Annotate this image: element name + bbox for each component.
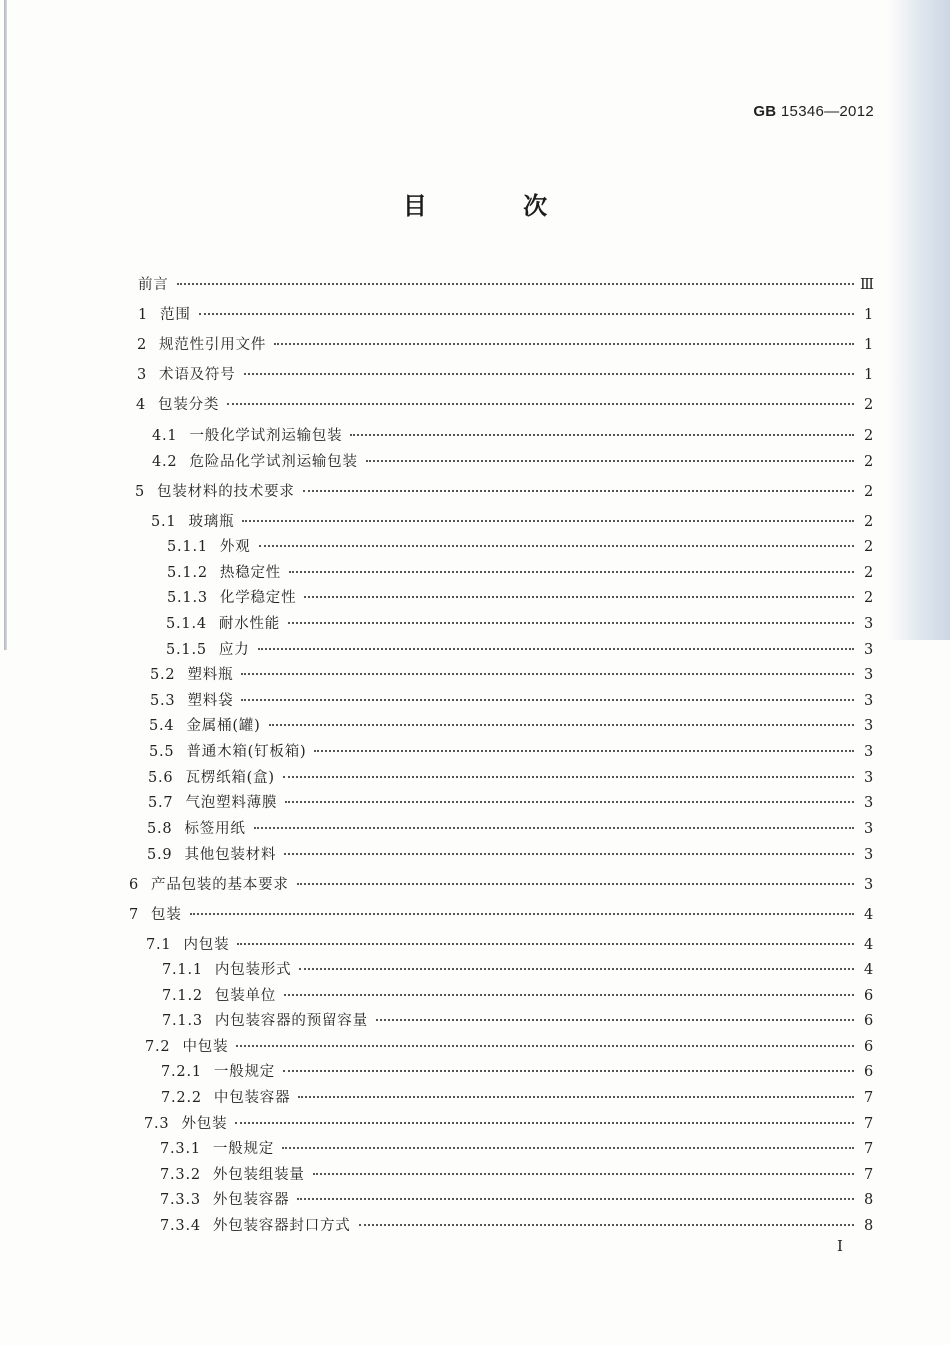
toc-leader-dots — [314, 750, 854, 752]
toc-leader-dots — [282, 1147, 854, 1149]
toc-entry-page: 7 — [863, 1116, 874, 1132]
toc-leader-dots — [269, 724, 854, 726]
toc-entry-label: 危险品化学试剂运输包装 — [189, 454, 358, 470]
toc-entry-label: 外包装容器封口方式 — [212, 1218, 351, 1234]
toc-entry-number: 4 — [136, 397, 147, 413]
toc-entry-number: 5.1.2 — [167, 565, 208, 581]
footer-page-number: I — [837, 1237, 843, 1255]
toc-entry-number: 5.5 — [149, 744, 175, 760]
toc-entry-page: 2 — [863, 565, 874, 581]
toc-entry-label: 中包装 — [182, 1039, 229, 1055]
toc-entry-page: 2 — [863, 590, 874, 606]
toc-leader-dots — [288, 622, 854, 624]
toc-entry-label: 应力 — [218, 642, 250, 658]
toc-leader-dots — [177, 283, 854, 285]
toc-entry-label: 塑料瓶 — [187, 667, 234, 683]
toc-entry-number: 5.1 — [151, 514, 177, 530]
toc-entry-number: 7.1 — [146, 937, 172, 953]
toc-entry[interactable] — [144, 1112, 874, 1134]
toc-entry[interactable] — [148, 766, 874, 788]
toc-leader-dots — [350, 434, 854, 436]
toc-entry-page: 3 — [863, 667, 874, 683]
toc-entry-number: 6 — [129, 877, 140, 893]
toc-leader-dots — [297, 1198, 854, 1200]
scan-edge-left — [4, 0, 7, 650]
toc-entry-page: 2 — [863, 514, 874, 530]
toc-entry[interactable] — [160, 1214, 874, 1236]
toc-entry[interactable] — [166, 612, 874, 634]
toc-entry[interactable] — [150, 689, 874, 711]
toc-entry-page: 4 — [863, 907, 874, 923]
toc-entry-number: 5.1.1 — [167, 539, 208, 555]
toc-entry-number: 4.2 — [152, 454, 178, 470]
toc-entry-number: 1 — [138, 307, 149, 323]
toc-leader-dots — [199, 313, 854, 315]
toc-leader-dots — [283, 776, 854, 778]
toc-entry[interactable] — [162, 1009, 874, 1031]
toc-leader-dots — [236, 1045, 854, 1047]
toc-entry-number: 5.6 — [148, 770, 174, 786]
toc-entry-label: 其他包装材料 — [184, 847, 277, 863]
toc-entry[interactable] — [149, 740, 874, 762]
toc-entry[interactable] — [167, 535, 874, 557]
toc-entry[interactable] — [160, 1163, 874, 1185]
toc-entry[interactable] — [138, 303, 874, 325]
toc-entry-page: 2 — [863, 539, 874, 555]
toc-entry[interactable] — [167, 561, 874, 583]
toc-leader-dots — [304, 596, 854, 598]
toc-entry-label: 热稳定性 — [219, 565, 282, 581]
toc-entry-label: 包装材料的技术要求 — [157, 484, 295, 500]
toc-entry[interactable] — [162, 984, 874, 1006]
scan-edge-right — [888, 0, 950, 640]
toc-entry[interactable] — [136, 393, 874, 415]
toc-entry-label: 范围 — [160, 307, 191, 323]
toc-entry-number: 7.1.3 — [162, 1013, 203, 1029]
toc-entry-label: 一般规定 — [213, 1064, 276, 1080]
toc-leader-dots — [284, 853, 854, 855]
toc-entry-page: 7 — [863, 1090, 874, 1106]
toc-entry[interactable] — [129, 903, 874, 925]
toc-entry-label: 塑料袋 — [187, 693, 234, 709]
toc-leader-dots — [244, 373, 854, 375]
toc-entry-label: 规范性引用文件 — [159, 337, 267, 353]
toc-entry-page: 8 — [863, 1192, 874, 1208]
toc-leader-dots — [285, 801, 854, 803]
toc-entry[interactable] — [167, 586, 874, 608]
toc-leader-dots — [227, 403, 854, 405]
toc-entry-page: 6 — [863, 1064, 874, 1080]
toc-entry-page: 2 — [863, 397, 874, 413]
toc-entry-page: 3 — [863, 616, 874, 632]
toc-entry-number: 7.1.1 — [162, 962, 203, 978]
toc-entry-label: 一般规定 — [212, 1141, 275, 1157]
toc-entry-number: 5.1.3 — [167, 590, 208, 606]
toc-entry-number: 7.3 — [144, 1116, 170, 1132]
toc-entry-number: 7.2.1 — [161, 1064, 202, 1080]
toc-entry-label: 普通木箱(钉板箱) — [186, 744, 307, 760]
toc-leader-dots — [241, 673, 854, 675]
toc-entry-page: 2 — [863, 484, 874, 500]
toc-leader-dots — [313, 1173, 854, 1175]
toc-entry-label: 玻璃瓶 — [188, 514, 235, 530]
toc-entry-number: 5.4 — [149, 718, 175, 734]
toc-entry-label: 包装单位 — [214, 988, 277, 1004]
toc-entry-number: 5 — [135, 484, 146, 500]
toc-entry-number: 7.3.4 — [160, 1218, 201, 1234]
toc-leader-dots — [299, 968, 854, 970]
toc-entry-number: 7.3.2 — [160, 1167, 201, 1183]
toc-entry-number: 5.1.5 — [166, 642, 207, 658]
toc-leader-dots — [376, 1019, 854, 1021]
toc-leader-dots — [241, 699, 854, 701]
toc-entry[interactable] — [145, 1035, 874, 1057]
toc-entry[interactable] — [146, 933, 874, 955]
toc-entry[interactable] — [149, 714, 874, 736]
toc-entry-page: 3 — [863, 744, 874, 760]
toc-entry-number: 5.8 — [147, 821, 173, 837]
toc-entry-label: 内包装 — [183, 937, 230, 953]
toc-entry[interactable] — [160, 1188, 874, 1210]
toc-entry[interactable] — [135, 480, 874, 502]
toc-entry-number: 7.2.2 — [161, 1090, 202, 1106]
toc-leader-dots — [297, 883, 854, 885]
toc-entry[interactable] — [162, 958, 874, 980]
toc-entry-page: 3 — [863, 718, 874, 734]
toc-entry-page: 1 — [863, 307, 874, 323]
toc-entry-label: 外包装 — [181, 1116, 228, 1132]
toc-entry-number: 5.9 — [147, 847, 173, 863]
toc-entry-label: 外包装组装量 — [212, 1167, 305, 1183]
toc-entry-page: 6 — [863, 1039, 874, 1055]
toc-leader-dots — [284, 994, 854, 996]
toc-entry-number: 7.3.3 — [160, 1192, 201, 1208]
toc-entry-number: 4.1 — [152, 428, 178, 444]
toc-entry[interactable] — [129, 873, 874, 895]
toc-entry-label: 包装 — [151, 907, 182, 923]
toc-leader-dots — [366, 460, 854, 462]
toc-entry[interactable] — [150, 663, 874, 685]
toc-entry-page: 8 — [863, 1218, 874, 1234]
toc-entry-number: 5.3 — [150, 693, 176, 709]
toc-entry-page: 3 — [863, 770, 874, 786]
toc-leader-dots — [259, 545, 854, 547]
toc-entry-label: 前言 — [138, 277, 169, 293]
toc-entry[interactable] — [148, 791, 874, 813]
doc-prefix: GB — [753, 103, 777, 120]
toc-entry[interactable] — [161, 1086, 874, 1108]
toc-entry[interactable] — [152, 424, 874, 446]
toc-entry-label: 术语及符号 — [159, 367, 236, 383]
toc-entry-page: 1 — [863, 337, 874, 353]
toc-entry-label: 外观 — [219, 539, 251, 555]
toc-entry-label: 外包装容器 — [212, 1192, 290, 1208]
toc-entry-label: 产品包装的基本要求 — [151, 877, 289, 893]
toc-leader-dots — [258, 648, 854, 650]
toc-entry-number: 2 — [137, 337, 148, 353]
toc-leader-dots — [190, 913, 854, 915]
toc-entry[interactable] — [166, 638, 874, 660]
toc-entry-label: 金属桶(罐) — [186, 718, 261, 734]
toc-entry-label: 化学稳定性 — [219, 590, 297, 606]
document-code — [753, 103, 874, 120]
page-title: 目 次 — [402, 191, 592, 220]
doc-number: 15346—2012 — [780, 103, 874, 120]
toc-entry-number: 7.3.1 — [160, 1141, 201, 1157]
toc-entry-label: 内包装容器的预留容量 — [214, 1013, 368, 1029]
toc-entry-page: 6 — [863, 988, 874, 1004]
toc-entry[interactable] — [138, 273, 874, 295]
toc-entry-page: 3 — [863, 795, 874, 811]
toc-entry[interactable] — [161, 1060, 874, 1082]
toc-entry-page: 2 — [863, 454, 874, 470]
toc-entry-page: 3 — [863, 693, 874, 709]
toc-leader-dots — [303, 490, 854, 492]
toc-leader-dots — [283, 1070, 854, 1072]
toc-entry-page: 7 — [863, 1141, 874, 1157]
toc-entry-number: 3 — [137, 367, 148, 383]
toc-entry[interactable] — [151, 510, 874, 532]
toc-entry-page: 2 — [863, 428, 874, 444]
toc-entry-page: 3 — [863, 642, 874, 658]
toc-entry-page: 6 — [863, 1013, 874, 1029]
toc-entry-number: 5.7 — [148, 795, 174, 811]
toc-leader-dots — [254, 827, 854, 829]
toc-entry-page: 4 — [863, 962, 874, 978]
toc-entry-number: 5.2 — [150, 667, 176, 683]
toc-entry-label: 中包装容器 — [213, 1090, 291, 1106]
toc-entry-page: 4 — [863, 937, 874, 953]
toc-entry-label: 内包装形式 — [214, 962, 292, 978]
toc-entry-page: 3 — [863, 821, 874, 837]
toc-entry-page: Ⅲ — [860, 277, 875, 293]
toc-entry-page: 1 — [863, 367, 874, 383]
toc-entry-label: 标签用纸 — [184, 821, 246, 837]
toc-entry-label: 气泡塑料薄膜 — [185, 795, 278, 811]
toc-entry[interactable] — [137, 363, 874, 385]
toc-entry[interactable] — [147, 843, 874, 865]
toc-entry-number: 7.1.2 — [162, 988, 203, 1004]
toc-entry-label: 耐水性能 — [218, 616, 281, 632]
toc-leader-dots — [298, 1096, 854, 1098]
toc-leader-dots — [237, 943, 854, 945]
toc-leader-dots — [242, 520, 854, 522]
toc-leader-dots — [274, 343, 854, 345]
toc-entry-page: 7 — [863, 1167, 874, 1183]
toc-leader-dots — [235, 1122, 854, 1124]
toc-entry[interactable] — [147, 817, 874, 839]
toc-leader-dots — [289, 571, 854, 573]
toc-entry-page: 3 — [863, 847, 874, 863]
toc-leader-dots — [359, 1224, 854, 1226]
toc-entry-label: 瓦楞纸箱(盒) — [185, 770, 275, 786]
toc-entry-page: 3 — [863, 877, 874, 893]
toc-entry-number: 7.2 — [145, 1039, 171, 1055]
toc-entry[interactable] — [137, 333, 874, 355]
toc-entry[interactable] — [160, 1137, 874, 1159]
toc-entry-label: 一般化学试剂运输包装 — [189, 428, 343, 444]
toc-entry[interactable] — [152, 450, 874, 472]
toc-entry-number: 5.1.4 — [166, 616, 207, 632]
toc-entry-number: 7 — [129, 907, 140, 923]
toc-entry-label: 包装分类 — [158, 397, 220, 413]
